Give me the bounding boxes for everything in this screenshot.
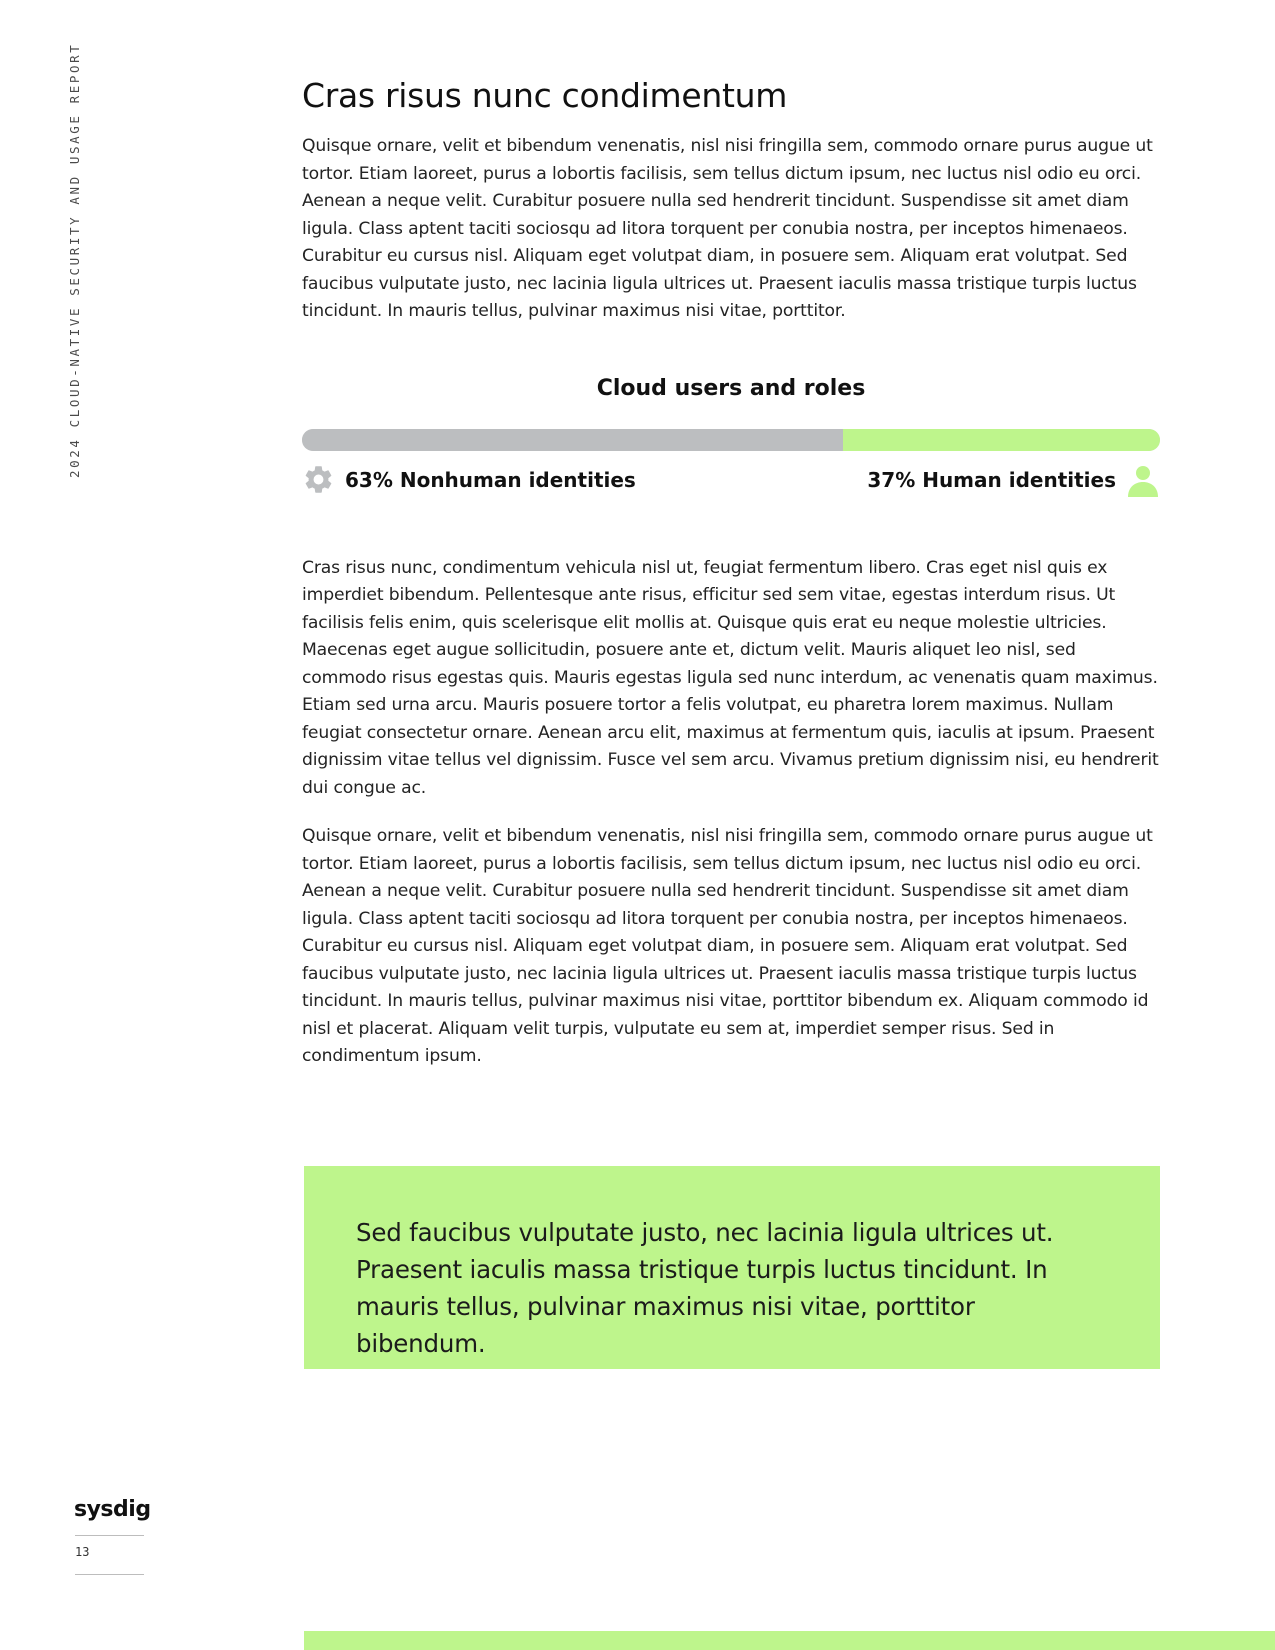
- bar-segment-human: [843, 429, 1160, 451]
- legend-item-nonhuman: [302, 463, 636, 496]
- identity-chart: [302, 376, 1160, 498]
- page-heading: Cras risus nunc condimentum: [302, 76, 788, 115]
- legend-label-human: 37% Human identities: [867, 467, 1116, 492]
- legend-item-human: [867, 463, 1160, 497]
- pull-quote-callout: [304, 1166, 1160, 1369]
- chart-title: Cloud users and roles: [596, 375, 866, 401]
- callout-text: Sed faucibus vulputate justo, nec lacinia ligula ultrices ut. Praesent iaculis massa tristique turpis luctus tincidunt. In mauris tellus, pulvinar maximus nisi vitae, porttitor bibendum.: [356, 1218, 1054, 1358]
- page-number: 13: [75, 1545, 90, 1559]
- sysdig-logo: sysdig: [74, 1497, 151, 1522]
- footer-divider-bottom: [75, 1574, 144, 1575]
- main-content: [302, 76, 1160, 1071]
- footer-divider-top: [75, 1535, 144, 1536]
- paragraph-body-1: Cras risus nunc, condimentum vehicula nisl ut, feugiat fermentum libero. Cras eget nisl quis ex imperdiet bibendum. Pellentesque ante risus, efficitur sed sem vitae, egestas interdum risus. Ut facilisis felis enim, quis scelerisque elit mollis at. Quisque quis erat eu neque molestie ultricies. Maecenas eget augue sollicitudin, posuere ante et, dictum velit. Mauris aliquet leo nisl, sed commodo risus egestas quis. Mauris egestas ligula sed nunc interdum, ac venenatis quam maximus. Etiam sed urna arcu. Mauris posuere tortor a felis volutpat, eu pharetra lorem maximus. Nullam feugiat consectetur ornare. Aenean arcu elit, maximus at fermentum quis, iaculis at ipsum. Praesent dignissim vitae tellus vel dignissim. Fusce vel sem arcu. Vivamus pretium dignissim nisi, eu hendrerit dui congue ac.: [302, 557, 1159, 798]
- gear-icon: [302, 463, 335, 496]
- next-callout-band: [304, 1631, 1275, 1650]
- legend-label-nonhuman: 63% Nonhuman identities: [345, 467, 636, 492]
- person-icon: [1126, 463, 1160, 497]
- chart-legend: [302, 462, 1160, 498]
- bar-segment-nonhuman: [302, 429, 843, 451]
- stacked-bar: [302, 429, 1160, 451]
- paragraph-body-2: Quisque ornare, velit et bibendum venenatis, nisl nisi fringilla sem, commodo ornare purus augue ut tortor. Etiam laoreet, purus a lobortis facilisis, sem tellus dictum ipsum, nec luctus nisl odio eu orci. Aenean a neque velit. Curabitur posuere nulla sed hendrerit tincidunt. Suspendisse sit amet diam ligula. Class aptent taciti sociosqu ad litora torquent per conubia nostra, per inceptos himenaeos. Curabitur eu cursus nisl. Aliquam eget volutpat diam, in posuere sem. Aliquam erat volutpat. Sed faucibus vulputate justo, nec lacinia ligula ultrices ut. Praesent iaculis massa tristique turpis luctus tincidunt. In mauris tellus, pulvinar maximus nisi vitae, porttitor bibendum ex. Aliquam commodo id nisl et placerat. Aliquam velit turpis, vulputate eu sem at, imperdiet semper risus. Sed in condimentum ipsum.: [302, 826, 1153, 1066]
- paragraph-intro: Quisque ornare, velit et bibendum venenatis, nisl nisi fringilla sem, commodo ornare purus augue ut tortor. Etiam laoreet, purus a lobortis facilisis, sem tellus dictum ipsum, nec luctus nisl odio eu orci. Aenean a neque velit. Curabitur posuere nulla sed hendrerit tincidunt. Suspendisse sit amet diam ligula. Class aptent taciti sociosqu ad litora torquent per conubia nostra, per inceptos himenaeos. Curabitur eu cursus nisl. Aliquam eget volutpat diam, in posuere sem. Aliquam erat volutpat. Sed faucibus vulputate justo, nec lacinia ligula ultrices ut. Praesent iaculis massa tristique turpis luctus tincidunt. In mauris tellus, pulvinar maximus nisi vitae, porttitor.: [302, 136, 1153, 321]
- report-side-label: 2024 CLOUD-NATIVE SECURITY AND USAGE REPORT: [67, 42, 82, 478]
